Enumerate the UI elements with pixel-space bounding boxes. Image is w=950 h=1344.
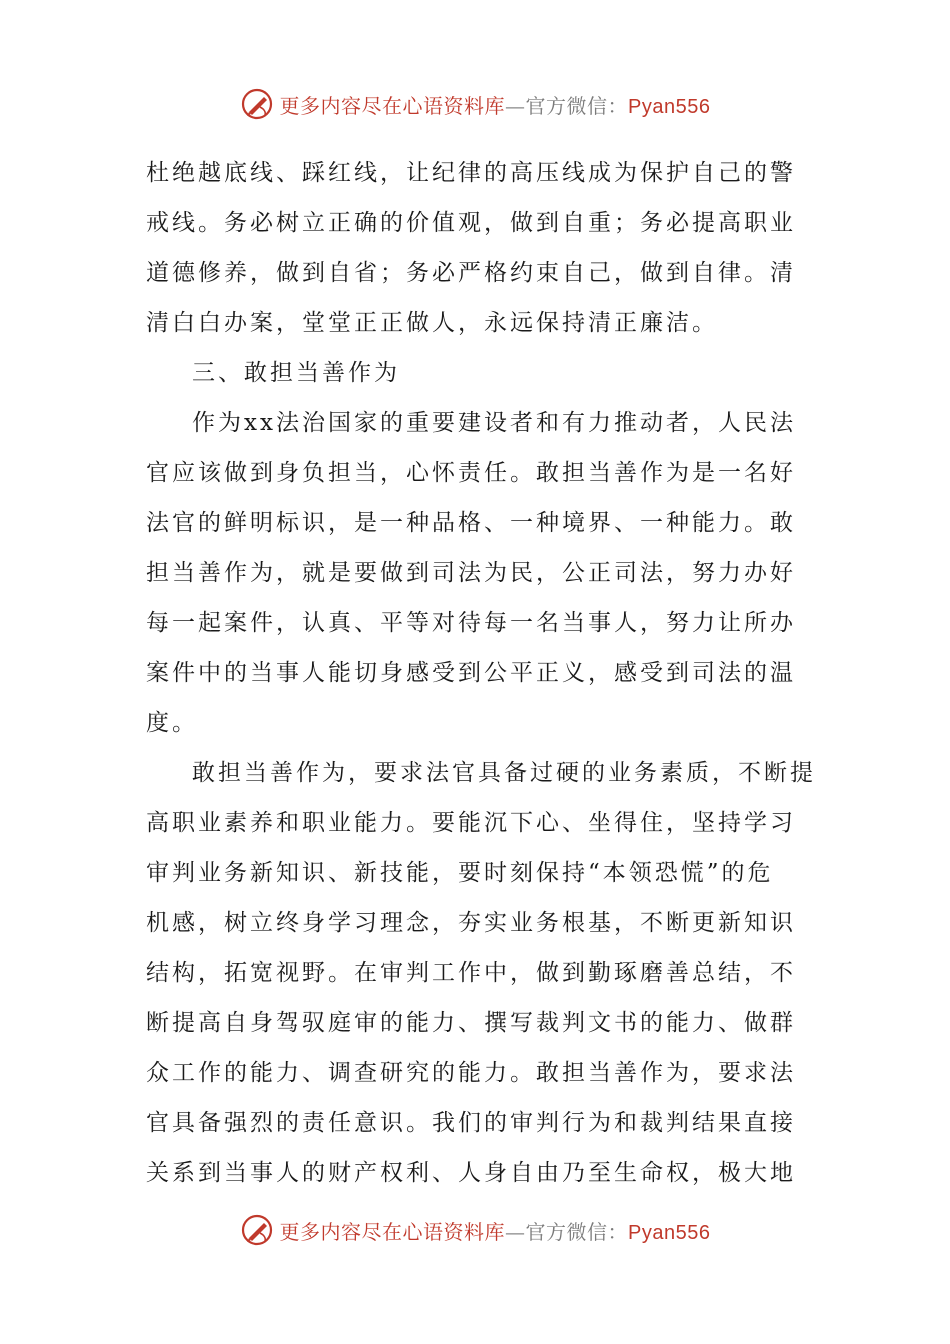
body-line: 众工作的能力、调查研究的能力。敢担当善作为，要求法 — [146, 1060, 796, 1086]
body-line: 担当善作为，就是要做到司法为民，公正司法，努力办好 — [146, 560, 796, 586]
footer-banner-wechat-id: Pyan556 — [628, 1221, 711, 1244]
body-line: 官具备强烈的责任意识。我们的审判行为和裁判结果直接 — [146, 1110, 796, 1136]
header-banner-text — [280, 90, 711, 119]
footer-banner — [0, 1210, 950, 1250]
body-line: 审判业务新知识、新技能，要时刻保持“本领恐慌”的危 — [146, 860, 774, 886]
body-line: 度。 — [146, 710, 198, 736]
body-line: 案件中的当事人能切身感受到公平正义，感受到司法的温 — [146, 660, 796, 686]
pen-logo-icon — [240, 1213, 274, 1247]
footer-banner-label: 官方微信： — [525, 1219, 629, 1244]
footer-banner-title: 更多内容尽在心语资料库 — [279, 1219, 506, 1244]
body-line: 法官的鲜明标识，是一种品格、一种境界、一种能力。敢 — [146, 510, 796, 536]
document-body — [146, 148, 816, 1198]
body-line: 断提高自身驾驭庭审的能力、撰写裁判文书的能力、做群 — [146, 1010, 796, 1036]
body-line: 清白白办案，堂堂正正做人，永远保持清正廉洁。 — [146, 310, 718, 336]
body-line: 敢担当善作为，要求法官具备过硬的业务素质，不断提 — [192, 760, 816, 786]
header-banner-title: 更多内容尽在心语资料库 — [279, 93, 506, 118]
body-line: 戒线。务必树立正确的价值观，做到自重；务必提高职业 — [146, 210, 796, 236]
footer-banner-separator: — — [505, 1219, 526, 1244]
body-line: 高职业素养和职业能力。要能沉下心、坐得住，坚持学习 — [146, 810, 796, 836]
body-line: 杜绝越底线、踩红线，让纪律的高压线成为保护自己的警 — [146, 160, 796, 186]
body-line: 道德修养，做到自省；务必严格约束自己，做到自律。清 — [146, 260, 796, 286]
body-line: 作为xx法治国家的重要建设者和有力推动者，人民法 — [192, 410, 796, 436]
pen-logo-icon — [240, 87, 274, 121]
body-line: 结构，拓宽视野。在审判工作中，做到勤琢磨善总结，不 — [146, 960, 796, 986]
header-banner-separator: — — [505, 93, 526, 118]
body-line: 每一起案件，认真、平等对待每一名当事人，努力让所办 — [146, 610, 796, 636]
body-line: 机感，树立终身学习理念，夯实业务根基，不断更新知识 — [146, 910, 796, 936]
footer-banner-text — [280, 1216, 711, 1245]
section-heading: 三、敢担当善作为 — [192, 360, 400, 386]
body-line: 关系到当事人的财产权利、人身自由乃至生命权，极大地 — [146, 1160, 796, 1186]
header-banner-wechat-id: Pyan556 — [628, 95, 711, 118]
body-line: 官应该做到身负担当，心怀责任。敢担当善作为是一名好 — [146, 460, 796, 486]
header-banner — [0, 84, 950, 124]
header-banner-label: 官方微信： — [525, 93, 629, 118]
